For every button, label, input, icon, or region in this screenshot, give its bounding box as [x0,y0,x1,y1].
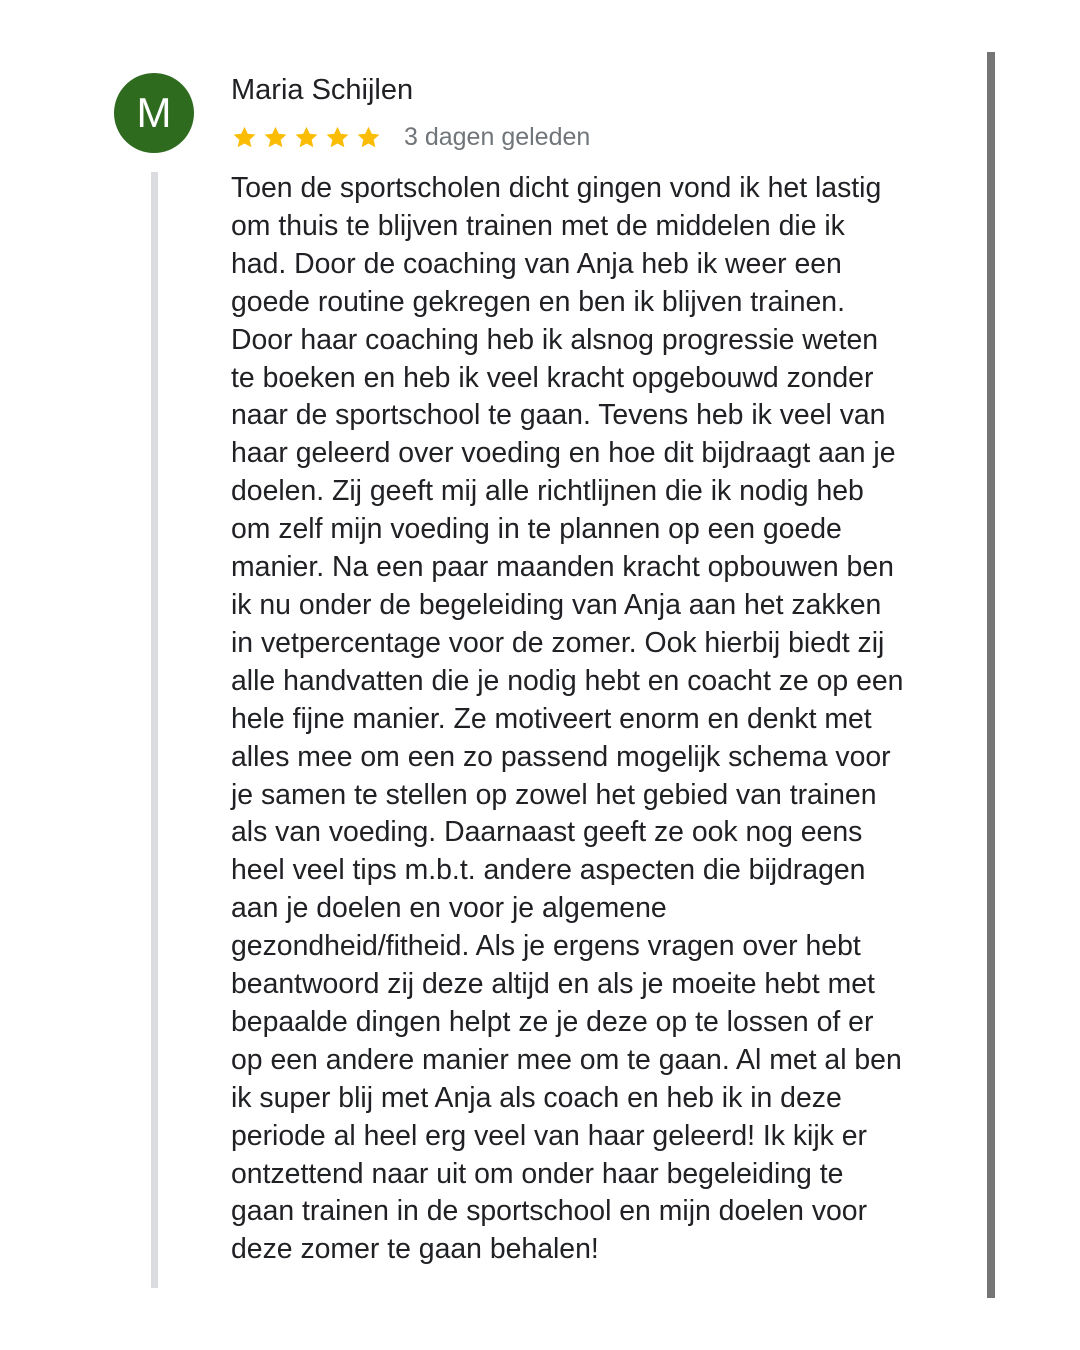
avatar-initial: M [136,89,172,136]
review-text-line: Door haar coaching heb ik alsnog progressie weten [231,323,879,356]
review-text-line: deze zomer te gaan behalen! [231,1233,599,1266]
review-text-line: aan je doelen en voor je algemene [231,892,667,925]
review-text-line: beantwoord zij deze altijd en als je moeite hebt met [231,968,875,1001]
review-text-line: manier. Na een paar maanden kracht opbouwen ben [231,551,894,584]
scrollbar-thumb[interactable] [987,52,995,1298]
review-text-line: naar de sportschool te gaan. Tevens heb ik veel van [231,399,886,432]
review-text-line: in vetpercentage voor de zomer. Ook hierbij biedt zij [231,626,885,659]
avatar[interactable] [114,73,194,153]
review-text-line: bepaalde dingen helpt ze je deze op te lossen of er [231,1005,874,1038]
review-text-line: ontzettend naar uit om onder haar begeleiding te [231,1157,844,1190]
review-text-line: als van voeding. Daarnaast geeft ze ook nog eens [231,816,863,849]
review-text-line: Toen de sportscholen dicht gingen vond ik het lastig [231,172,882,204]
review-text-line: je samen te stellen op zowel het gebied van trainen [231,778,877,811]
review-time: 3 dagen geleden [404,122,591,151]
review-text-line: haar geleerd over voeding en hoe dit bijdraagt aan je [231,437,896,470]
star-icon [355,124,382,151]
review-text-line: om zelf mijn voeding in te plannen op een goede [231,513,842,546]
review-text-line: doelen. Zij geeft mij alle richtlijnen die ik nodig heb [231,475,864,508]
scrollbar[interactable] [987,52,995,1298]
review-text-line: heel veel tips m.b.t. andere aspecten die bijdragen [231,854,866,887]
review-text-line: te boeken en heb ik veel kracht opgebouwd zonder [231,361,874,394]
star-rating [231,124,382,151]
review-text-line: op een andere manier mee om te gaan. Al met al ben [231,1043,902,1076]
review-text-line: periode al heel erg veel van haar geleerd! Ik kijk er [231,1119,868,1152]
review-text-line: had. Door de coaching van Anja heb ik weer een [231,247,842,280]
review-text-line: gezondheid/fitheid. Als je ergens vragen over hebt [231,930,861,963]
star-icon [324,124,351,151]
review-text-line: om thuis te blijven trainen met de middelen die ik [231,209,845,242]
review-text-line: goede routine gekregen en ben ik blijven trainen. [231,285,845,318]
review-text [231,170,971,1269]
star-icon [293,124,320,151]
review-text-line: ik super blij met Anja als coach en heb ik in deze [231,1081,842,1114]
rating-row [231,120,590,154]
review-text-line: alles mee om een zo passend mogelijk schema voor [231,740,891,773]
review-text-line: ik nu onder de begeleiding van Anja aan het zakken [231,588,882,621]
star-icon [231,124,258,151]
review-text-line: hele fijne manier. Ze motiveert enorm en denkt met [231,702,872,735]
star-icon [262,124,289,151]
thread-line [151,172,158,1288]
review-text-line: gaan trainen in de sportschool en mijn doelen voor [231,1195,868,1228]
review-text-line: alle handvatten die je nodig hebt en coacht ze op een [231,664,904,697]
reviewer-name[interactable]: Maria Schijlen [231,74,414,106]
